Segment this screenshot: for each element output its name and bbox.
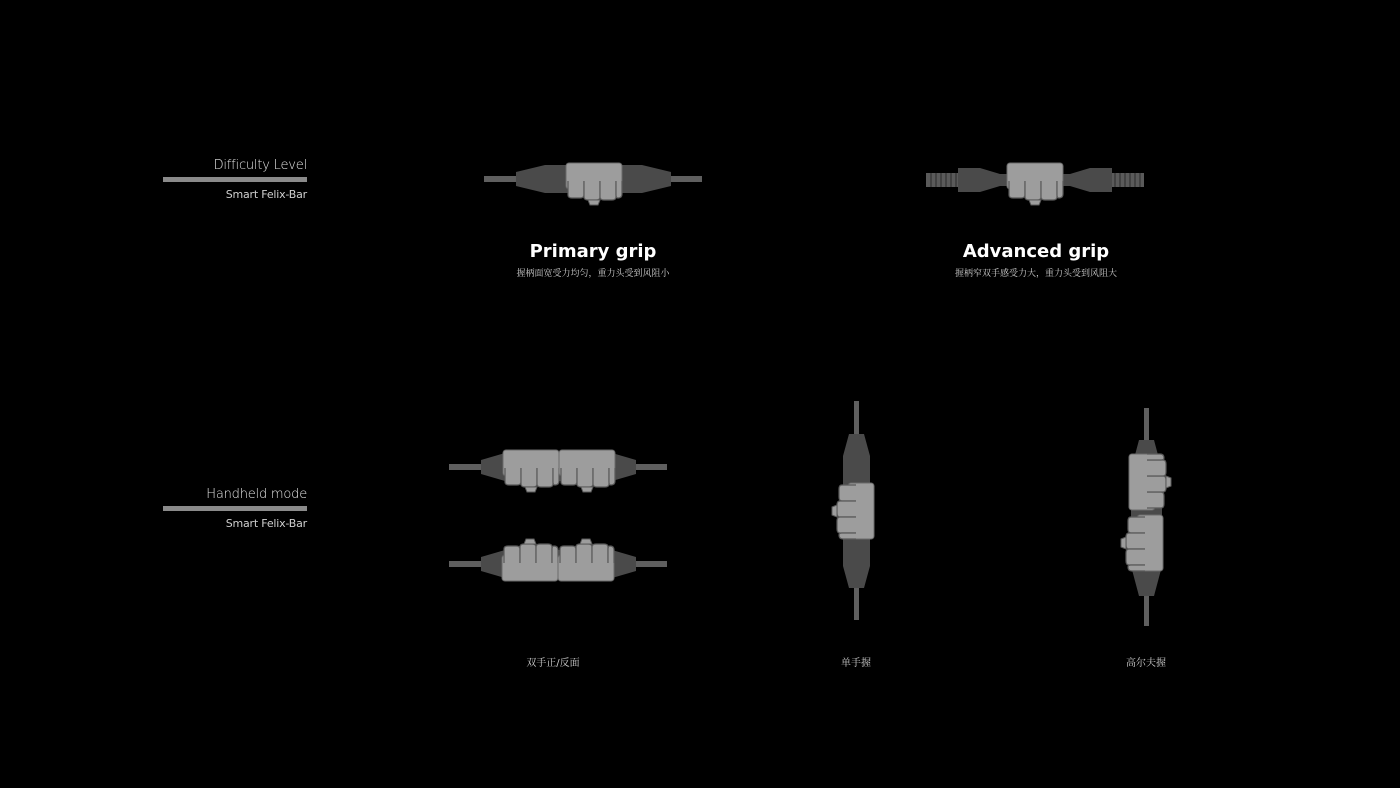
primary-grip-title: Primary grip	[529, 241, 657, 262]
difficulty-level-subtitle: Smart Felix-Bar	[225, 188, 307, 201]
advanced-grip-illustration	[926, 163, 1144, 205]
handheld-mode-title: Handheld mode	[206, 487, 307, 502]
two-hand-caption: 双手正/反面	[526, 658, 580, 669]
handheld-mode-subtitle: Smart Felix-Bar	[225, 517, 307, 530]
primary-grip-description: 握柄面宽受力均匀，重力头受到风阻小	[516, 269, 670, 279]
primary-grip-illustration	[484, 163, 702, 205]
one-hand-caption: 单手握	[841, 658, 871, 669]
difficulty-level-title: Difficulty Level	[213, 158, 307, 173]
advanced-grip-title: Advanced grip	[962, 241, 1110, 262]
advanced-grip-description: 握柄窄双手感受力大，重力头受到风阻大	[954, 269, 1117, 279]
two-hand-forward-illustration	[449, 450, 667, 492]
golf-grip-illustration	[1121, 408, 1171, 626]
golf-grip-caption: 高尔夫握	[1126, 658, 1166, 669]
two-hand-reverse-illustration	[449, 539, 667, 581]
single-hand-illustration	[832, 401, 874, 620]
